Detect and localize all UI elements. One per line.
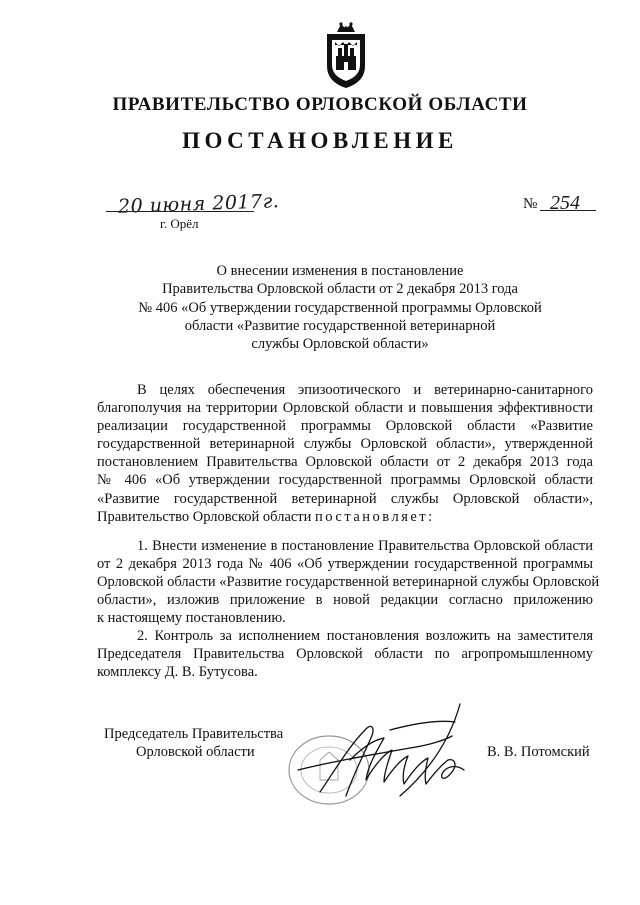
text-line: Орловской области «Развитие государственной ветеринарной службы Орловской xyxy=(97,574,600,591)
number-underline xyxy=(540,210,596,211)
subject-line: службы Орловской области» xyxy=(251,336,429,353)
subject-line: № 406 «Об утверждении государственной программы Орловской xyxy=(138,299,542,316)
text-line: к настоящему постановлению. xyxy=(97,610,286,627)
subject-line: Правительства Орловской области от 2 декабря 2013 года xyxy=(162,281,518,298)
closing-prefix: Правительство Орловской области xyxy=(97,508,316,525)
text-line: В целях обеспечения эпизоотического и ветеринарно-санитарного xyxy=(137,382,593,398)
text-line: постановлением Правительства Орловской области от 2 декабря 2013 года xyxy=(97,454,593,471)
subject-line: области «Развитие государственной ветеринарной xyxy=(184,317,496,334)
preamble-paragraph xyxy=(97,381,593,526)
document-type-title: ПОСТАНОВЛЕНИЕ xyxy=(182,128,458,153)
text-line: № 406 «Об утверждении государственной программы Орловской области xyxy=(97,472,593,489)
text-line: 1. Внести изменение в постановление Правительства Орловской области xyxy=(137,538,593,554)
handwritten-number: 254 xyxy=(550,192,580,214)
item-2-paragraph xyxy=(97,627,593,681)
text-line: благополучия на территории Орловской области и повышения эффективности xyxy=(97,400,593,417)
text-line: комплексу Д. В. Бутусова. xyxy=(97,664,258,681)
text-line: области», изложив приложение в новой редакции согласно приложению xyxy=(97,592,593,609)
government-title: ПРАВИТЕЛЬСТВО ОРЛОВСКОЙ ОБЛАСТИ xyxy=(112,94,528,115)
text-line: «Развитие государственной ветеринарной службы Орловской области», xyxy=(97,490,593,507)
text-line: реализации государственной программы Орловской области «Развитие xyxy=(97,418,593,435)
resolves-word: постановляет: xyxy=(315,508,435,525)
handwritten-signature-icon xyxy=(280,700,480,810)
text-line: 2. Контроль за исполнением постановления возложить на заместителя xyxy=(137,628,593,644)
text-line: государственной ветеринарной службы Орловской области», утвержденной xyxy=(97,436,593,453)
signatory-role-line2: Орловской области xyxy=(136,744,255,760)
city-label: г. Орёл xyxy=(160,216,199,231)
date-underline xyxy=(106,211,254,212)
signatory-role-line1: Председатель Правительства xyxy=(104,726,284,742)
item-1-paragraph xyxy=(97,537,600,627)
text-line: Председателя Правительства Орловской области по агропромышленному xyxy=(97,646,593,663)
document-subject xyxy=(120,262,560,353)
subject-line: О внесении изменения в постановление xyxy=(216,263,464,279)
handwritten-date: 20 июня 2017г. xyxy=(117,190,280,218)
number-sign: № xyxy=(523,196,538,212)
text-line xyxy=(97,508,593,526)
coat-of-arms-icon xyxy=(323,20,369,90)
signatory-name: В. В. Потомский xyxy=(487,744,590,760)
text-line: от 2 декабря 2013 года № 406 «Об утверждении государственной программы xyxy=(97,556,593,573)
